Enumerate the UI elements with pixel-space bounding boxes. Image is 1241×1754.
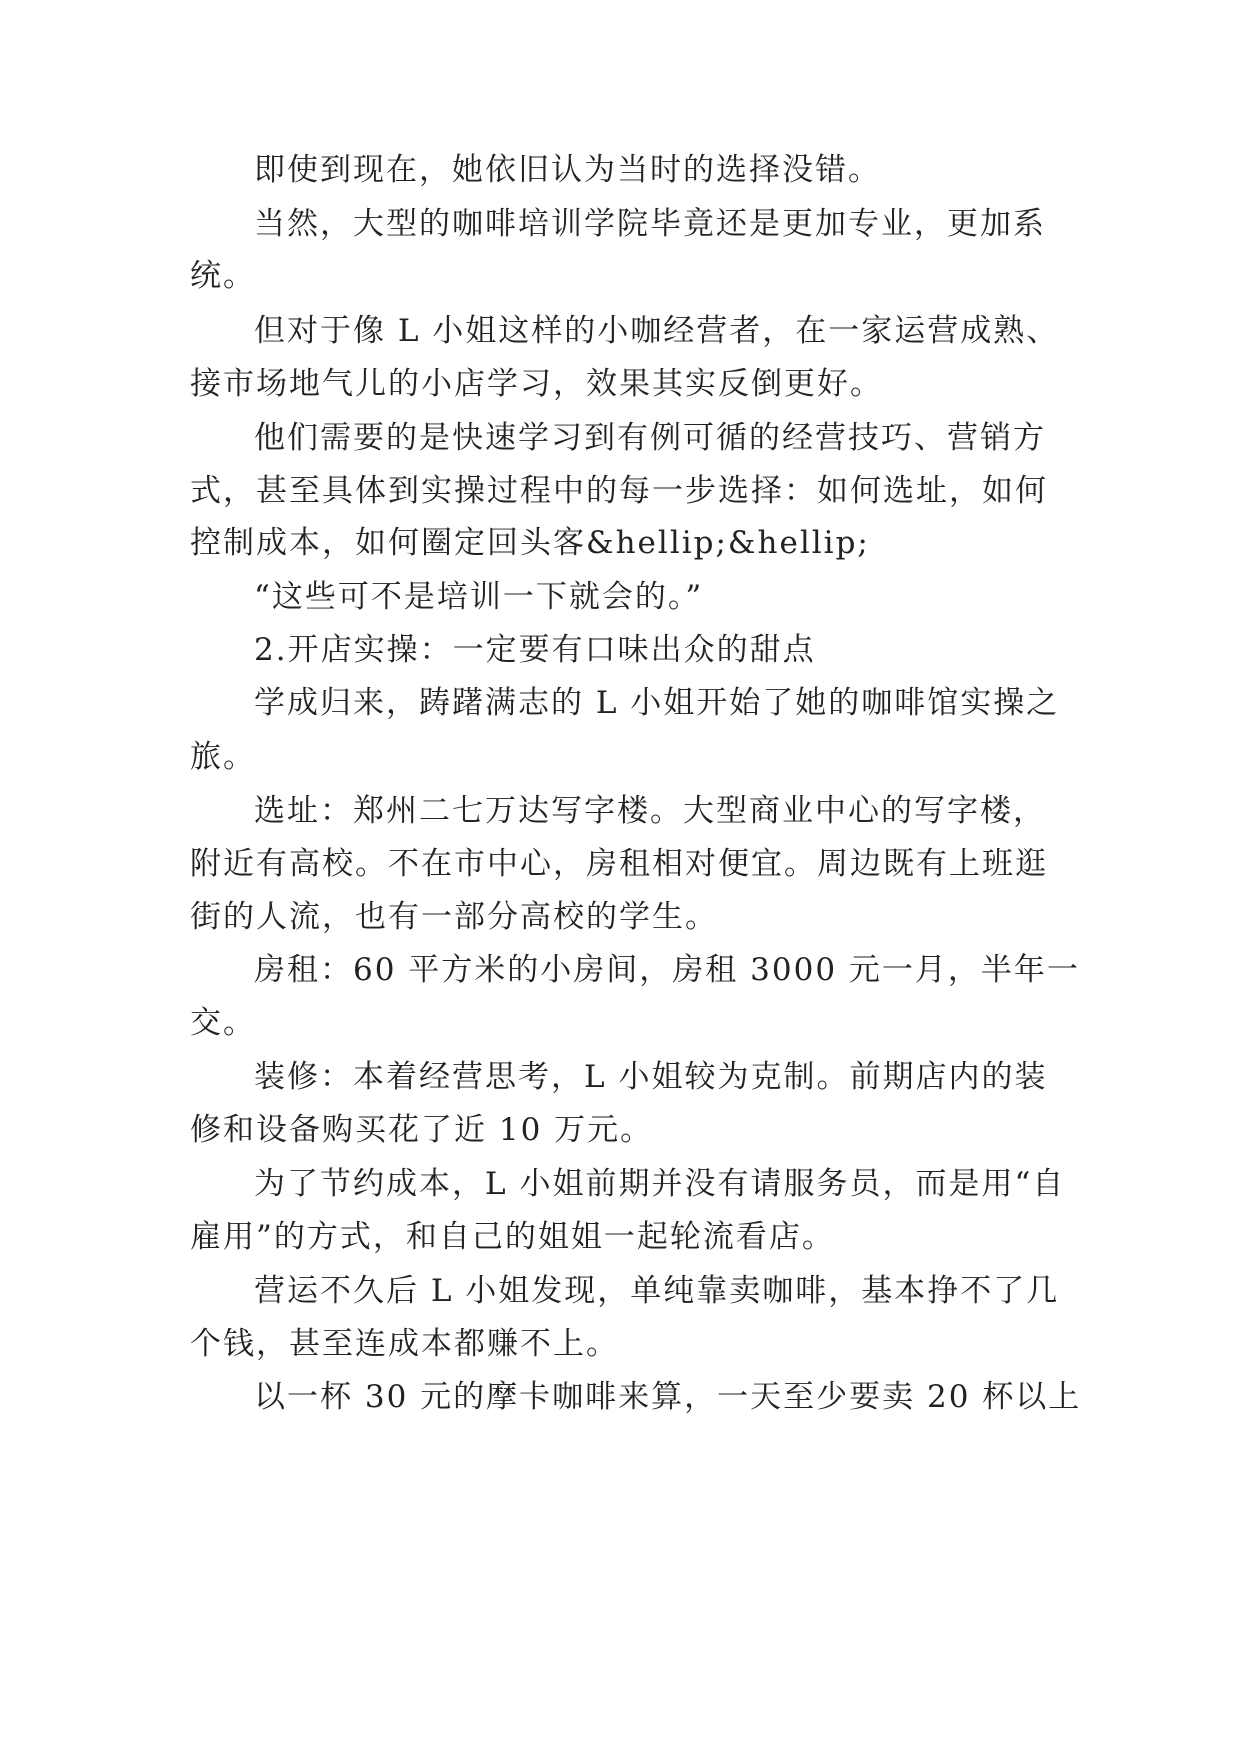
text-line: 统。 — [190, 258, 256, 294]
text-line: 房租：60 平方米的小房间，房租 3000 元一月，半年一 — [254, 952, 1080, 988]
text-line: 式，甚至具体到实操过程中的每一步选择：如何选址，如何 — [190, 473, 1048, 509]
text-line: 为了节约成本，L 小姐前期并没有请服务员，而是用“自 — [254, 1166, 1066, 1202]
text-line: 装修：本着经营思考，L 小姐较为克制。前期店内的装 — [254, 1059, 1048, 1095]
text-line: 附近有高校。不在市中心，房租相对便宜。周边既有上班逛 — [190, 846, 1048, 882]
text-line: 修和设备购买花了近 10 万元。 — [190, 1112, 654, 1148]
text-line: “这些可不是培训一下就会的。” — [254, 579, 704, 615]
section-heading: 2.开店实操：一定要有口味出众的甜点 — [254, 632, 816, 668]
text-line: 个钱，甚至连成本都赚不上。 — [190, 1326, 619, 1362]
text-line: 街的人流，也有一部分高校的学生。 — [190, 899, 718, 935]
text-line: 但对于像 L 小姐这样的小咖经营者，在一家运营成熟、 — [254, 313, 1060, 349]
text-line: 交。 — [190, 1005, 256, 1041]
text-line: 当然，大型的咖啡培训学院毕竟还是更加专业，更加系 — [254, 206, 1046, 242]
text-line: 即使到现在，她依旧认为当时的选择没错。 — [254, 152, 881, 188]
text-line: 接市场地气儿的小店学习，效果其实反倒更好。 — [190, 366, 883, 402]
text-line: 选址：郑州二七万达写字楼。大型商业中心的写字楼， — [254, 793, 1046, 829]
text-line: 以一杯 30 元的摩卡咖啡来算，一天至少要卖 20 杯以上 — [254, 1379, 1082, 1415]
text-line: 雇用”的方式，和自己的姐姐一起轮流看店。 — [190, 1219, 835, 1255]
text-line: 营运不久后 L 小姐发现，单纯靠卖咖啡，基本挣不了几 — [254, 1273, 1060, 1309]
text-line: 控制成本，如何圈定回头客&hellip;&hellip; — [190, 525, 870, 561]
text-line: 学成归来，踌躇满志的 L 小姐开始了她的咖啡馆实操之 — [254, 685, 1060, 721]
text-line: 旅。 — [190, 739, 256, 775]
text-line: 他们需要的是快速学习到有例可循的经营技巧、营销方 — [254, 420, 1046, 456]
